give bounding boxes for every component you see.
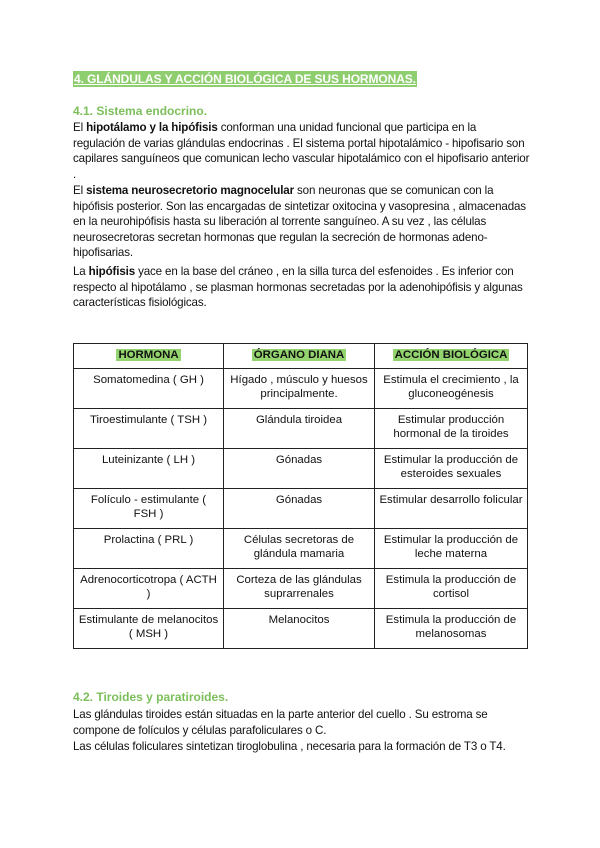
table-row [74, 529, 528, 569]
cell-target: Gónadas [224, 489, 375, 529]
paragraph-neurosecretory [73, 183, 531, 261]
cell-action: Estimula la producción de melanosomas [375, 609, 528, 649]
paragraph-follicular-cells: Las células foliculares sintetizan tiroglobulina , necesaria para la formación de T3 o T4. [73, 740, 506, 753]
cell-hormone: Somatomedina ( GH ) [74, 369, 224, 409]
cell-action: Estimular la producción de esteroides sexuales [375, 449, 528, 489]
cell-hormone: Tiroestimulante ( TSH ) [74, 409, 224, 449]
cell-action: Estimula el crecimiento , la gluconeogénesis [375, 369, 528, 409]
table-row [74, 569, 528, 609]
table-row [74, 369, 528, 409]
paragraph-thyroid-location: Las glándulas tiroides están situadas en la parte anterior del cuello . Su estroma se compone de folículos y células parafoliculares o C. [73, 708, 488, 737]
cell-action: Estimular producción hormonal de la tiroides [375, 409, 528, 449]
cell-hormone: Luteinizante ( LH ) [74, 449, 224, 489]
section-title: 4. GLÁNDULAS Y ACCIÓN BIOLÓGICA DE SUS HORMONAS. [74, 72, 416, 86]
cell-action: Estimular desarrollo folicular [375, 489, 528, 529]
paragraph-text: La [73, 265, 89, 278]
paragraph-hypothalamus [73, 120, 531, 182]
cell-hormone: Estimulante de melanocitos ( MSH ) [74, 609, 224, 649]
cell-target: Glándula tiroidea [224, 409, 375, 449]
paragraph-text: conforman una unidad funcional que participa en la regulación de varias glándulas endocrinas . El sistema portal hipotalámico - hipofisario son capilares sanguíneos que comunican lecho vascular hipotalámico con el hipofisario anterior . [73, 121, 530, 181]
table-row [74, 609, 528, 649]
cell-target: Células secretoras de glándula mamaria [224, 529, 375, 569]
paragraph-text: El [73, 121, 87, 134]
subsection-heading-thyroid: 4.2. Tiroides y paratiroides. [73, 690, 229, 704]
cell-hormone: Adrenocorticotropa ( ACTH ) [74, 569, 224, 609]
table-header-row [74, 344, 528, 369]
paragraph-text: yace en la base del cráneo , en la silla turca del esfenoides . Es inferior con respecto al hipotálamo , se plasman hormonas secretadas por la adenohipófisis y algunas características fisiológicas. [73, 265, 523, 310]
header-biological-action: ACCIÓN BIOLÓGICA [375, 344, 528, 369]
header-hormone: HORMONA [74, 344, 224, 369]
paragraph-hypophysis [73, 264, 531, 311]
cell-hormone: Folículo - estimulante ( FSH ) [74, 489, 224, 529]
cell-hormone: Prolactina ( PRL ) [74, 529, 224, 569]
bold-term: sistema neurosecretorio magnocelular [86, 184, 294, 197]
cell-target: Corteza de las glándulas suprarrenales [224, 569, 375, 609]
hormone-table [73, 343, 528, 649]
bold-term: hipotálamo y la hipófisis [86, 121, 218, 134]
paragraph-text: El [73, 184, 87, 197]
bold-term: hipófisis [88, 265, 135, 278]
subsection-heading-endocrine: 4.1. Sistema endocrino. [73, 104, 208, 118]
cell-target: Melanocitos [224, 609, 375, 649]
paragraph-text: son neuronas que se comunican con la hipófisis posterior. Son las encargadas de sintetizar oxitocina y vasopresina , almacenadas en la neurohipófisis hasta su liberación al torrente sanguíneo. A su vez , las células neurosecretoras secretan hormonas que regulan la secreción de hormonas adeno-hipofisarias. [73, 184, 526, 260]
table-row [74, 449, 528, 489]
table-row [74, 489, 528, 529]
table-row [74, 409, 528, 449]
cell-action: Estimula la producción de cortisol [375, 569, 528, 609]
header-target-organ: ÓRGANO DIANA [224, 344, 375, 369]
cell-target: Gónadas [224, 449, 375, 489]
cell-target: Hígado , músculo y huesos principalmente. [224, 369, 375, 409]
cell-action: Estimular la producción de leche materna [375, 529, 528, 569]
